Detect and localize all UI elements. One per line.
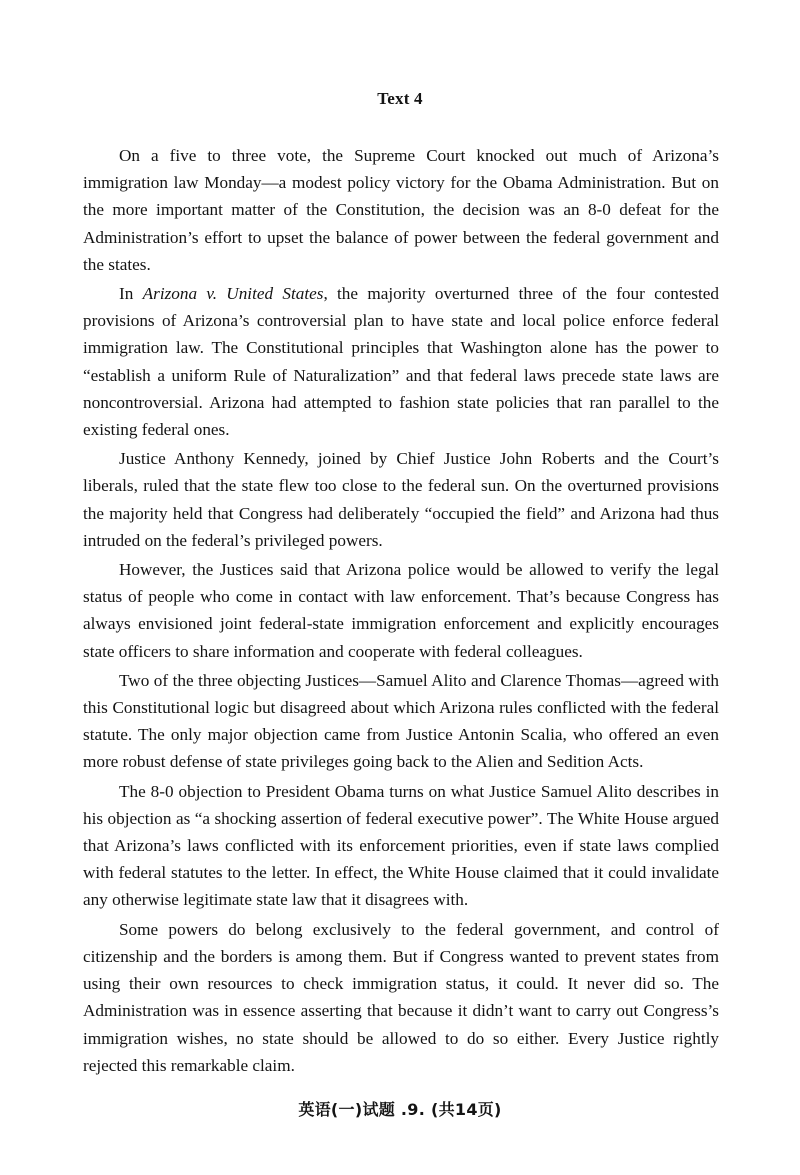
paragraph-1: On a five to three vote, the Supreme Court knocked out much of Arizona’s immigration law Monday—a modest policy victory for the Obama Administration. But on the more important matter of the Constitution, the decision was an 8-0 defeat for the Administration’s effort to upset the balance of power between the federal government and the states. xyxy=(83,146,719,274)
paragraph-5: Two of the three objecting Justices—Samuel Alito and Clarence Thomas—agreed with this Constitutional logic but disagreed about which Arizona rules conflicted with the federal statute. The only major objection came from Justice Antonin Scalia, who offered an even more robust defense of state privileges going back to the Alien and Sedition Acts. xyxy=(83,670,719,772)
case-name: Arizona v. United States xyxy=(142,284,324,304)
paragraph-2 xyxy=(83,280,719,443)
page-footer: 英语(一)试题 .9. (共14页) xyxy=(298,1100,502,1119)
paragraph-2-rest: , the majority overturned three of the four contested provisions of Arizona’s controversial plan to have state and local police enforce federal immigration law. The Constitutional principles that Washington alone has the power to “establish a uniform Rule of Naturalization” and that federal laws precede state laws are noncontroversial. Arizona had attempted to fashion state policies that ran parallel to the existing federal ones. xyxy=(83,284,719,440)
passage-body xyxy=(83,142,719,1079)
paragraph-7: Some powers do belong exclusively to the federal government, and control of citizenship and the borders is among them. But if Congress wanted to prevent states from using their own resources to check immigration status, it could. It never did so. The Administration was in essence asserting that because it didn’t want to carry out Congress’s immigration wishes, no state should be allowed to do so either. Every Justice rightly rejected this remarkable claim. xyxy=(83,919,719,1075)
paragraph-4: However, the Justices said that Arizona police would be allowed to verify the legal status of people who come in contact with law enforcement. That’s because Congress has always envisioned joint federal-state immigration enforcement and explicitly encourages state officers to share information and cooperate with federal colleagues. xyxy=(83,560,719,661)
paragraph-2-lead: In xyxy=(119,284,143,304)
section-title: Text 4 xyxy=(377,89,423,108)
paragraph-6: The 8-0 objection to President Obama turns on what Justice Samuel Alito describes in his objection as “a shocking assertion of federal executive power”. The White House argued that Arizona’s laws conflicted with its enforcement priorities, even if state laws complied with federal statutes to the letter. In effect, the White House claimed that it could invalidate any otherwise legitimate state law that it disagrees with. xyxy=(83,781,719,910)
paragraph-3: Justice Anthony Kennedy, joined by Chief Justice John Roberts and the Court’s liberals, ruled that the state flew too close to the federal sun. On the overturned provisions the majority held that Congress had deliberately “occupied the field” and Arizona had thus intruded on the federal’s privileged powers. xyxy=(83,449,719,550)
